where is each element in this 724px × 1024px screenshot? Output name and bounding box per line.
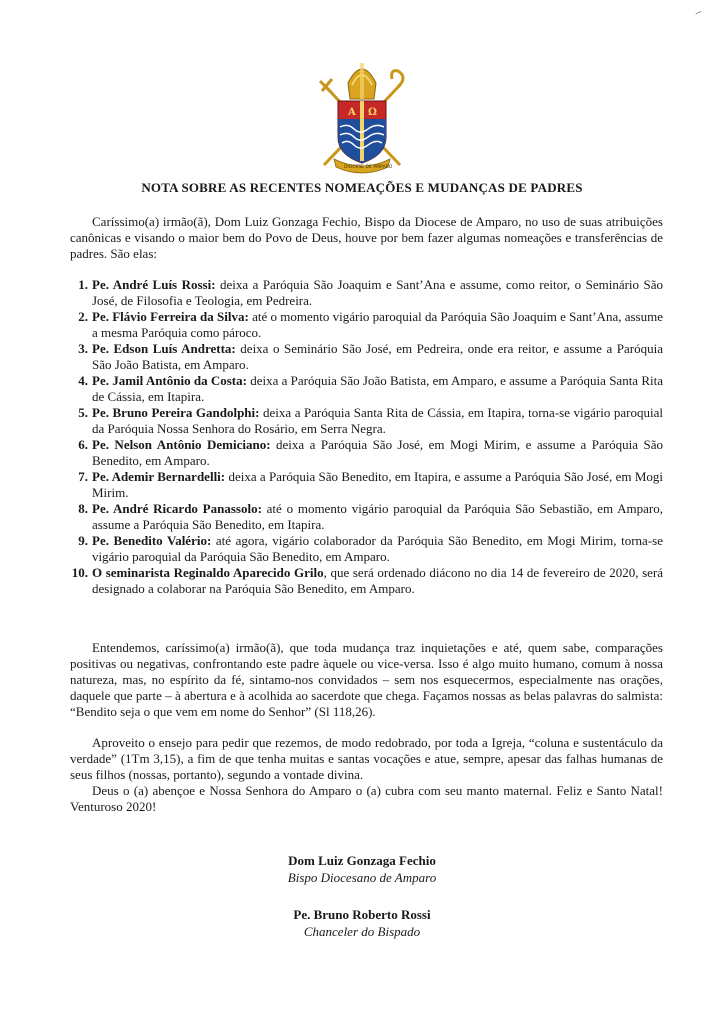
paragraph-blessing-text: Deus o (a) abençoe e Nossa Senhora do Amparo o (a) cubra com seu manto maternal. Feliz e Santo Natal! Venturoso 2020!	[70, 783, 663, 814]
appointment-description: deixa a Paróquia São Joaquim e Sant’Ana e assume, como reitor, o Seminário São José, de Filosofia e Teologia, em Pedreira.	[92, 277, 663, 308]
list-item	[70, 533, 663, 565]
list-item-number: 4.	[78, 373, 88, 388]
list-item	[70, 565, 663, 597]
priest-name: O seminarista Reginaldo Aparecido Grilo	[92, 565, 324, 580]
list-item-number: 3.	[78, 341, 88, 356]
list-item-number: 7.	[78, 469, 88, 484]
appointment-description: até o momento vigário paroquial da Paróquia São Joaquim e Sant’Ana, assume a mesma Paróquia como pároco.	[92, 309, 663, 340]
appointment-description: deixa a Paróquia São João Batista, em Amparo, e assume a Paróquia Santa Rita de Cássia, em Itapira.	[92, 373, 664, 404]
list-item-number: 5.	[78, 405, 88, 420]
appointment-description: deixa a Paróquia São José, em Mogi Mirim, e assume a Paróquia São Benedito, em Amparo.	[92, 437, 663, 468]
priest-name: Pe. Nelson Antônio Demiciano:	[92, 437, 271, 452]
paragraph-prayer	[70, 735, 663, 783]
svg-text:A: A	[348, 107, 356, 118]
svg-text:DIOCESE DE AMPARO: DIOCESE DE AMPARO	[344, 165, 393, 170]
list-item	[70, 309, 663, 341]
list-item	[70, 341, 663, 373]
appointment-description: , que será ordenado diácono no dia 14 de fevereiro de 2020, será designado a colaborar na Paróquia São Benedito, em Amparo.	[92, 565, 663, 596]
priest-name: Pe. Jamil Antônio da Costa:	[92, 373, 247, 388]
paragraph-prayer-text: Aproveito o ensejo para pedir que rezemos, de modo redobrado, por toda a Igreja, “coluna e sustentáculo da verdade” (1Tm 3,15), a fim de que tenha muitas e santas vocações e atue, sempre, apesar das falhas humanas de seus filhos (nossas, portanto), segundo a vontade divina.	[70, 735, 663, 782]
priest-name: Pe. Bruno Pereira Gandolphi:	[92, 405, 260, 420]
svg-text:Ω: Ω	[368, 107, 377, 118]
priest-name: Pe. Edson Luís Andretta:	[92, 341, 236, 356]
list-item-number: 8.	[78, 501, 88, 516]
list-item	[70, 373, 663, 405]
intro-paragraph	[70, 214, 663, 262]
intro-text: Caríssimo(a) irmão(ã), Dom Luiz Gonzaga Fechio, Bispo da Diocese de Amparo, no uso de suas atribuições canônicas e visando o maior bem do Povo de Deus, houve por bem fazer algumas nomeações e transferências de padres. São elas:	[70, 214, 663, 261]
paragraph-understanding	[70, 640, 663, 720]
list-item-number: 6.	[78, 437, 88, 452]
list-item-number: 10.	[71, 565, 88, 580]
priest-name: Pe. André Ricardo Panassolo:	[92, 501, 262, 516]
appointment-description: deixa a Paróquia São Benedito, em Itapira, e assume a Paróquia São José, em Mogi Mirim.	[92, 469, 663, 500]
list-item-number: 2.	[78, 309, 88, 324]
signature-name: Pe. Bruno Roberto Rossi	[293, 907, 431, 922]
signature-chancellor	[0, 906, 724, 940]
priest-name: Pe. André Luís Rossi:	[92, 277, 216, 292]
signature-role: Bispo Diocesano de Amparo	[287, 870, 437, 885]
appointments-list	[70, 277, 663, 597]
signature-name: Dom Luiz Gonzaga Fechio	[288, 853, 436, 868]
appointment-description: deixa o Seminário São José, em Pedreira, onde era reitor, e assume a Paróquia São João Batista, em Amparo.	[92, 341, 663, 372]
diocese-of-amparo-coat-of-arms-icon	[318, 55, 406, 175]
list-item-number: 1.	[78, 277, 88, 292]
paragraph-blessing	[70, 783, 663, 815]
appointment-description: até o momento vigário paroquial da Paróquia São Sebastião, em Amparo, assume a Paróquia São Benedito, em Itapira.	[92, 501, 663, 532]
appointment-description: até agora, vigário colaborador da Paróquia São Benedito, em Mogi Mirim, torna-se vigário paroquial da Paróquia São Benedito, em Amparo.	[92, 533, 663, 564]
list-item	[70, 501, 663, 533]
signature-role: Chanceler do Bispado	[303, 924, 421, 939]
appointment-description: deixa a Paróquia Santa Rita de Cássia, em Itapira, torna-se vigário paroquial da Paróquia Nossa Senhora do Rosário, em Serra Negra.	[92, 405, 663, 436]
document-title: NOTA SOBRE AS RECENTES NOMEAÇÕES E MUDANÇAS DE PADRES	[141, 180, 583, 195]
list-item	[70, 469, 663, 501]
paragraph-understanding-text: Entendemos, caríssimo(a) irmão(ã), que toda mudança traz inquietações e até, quem sabe, comparações positivas ou negativas, confrontando este padre àquele ou vice-versa. Isso é algo muito humano, comum à nossa natureza, mas, no espírito da fé, sintamo-nos convidados – sem nos esquecermos, especialmente nas orações, daquele que parte – à abertura e à acolhida ao sacerdote que chega. Façamos nossas as belas palavras do salmista: “Bendito seja o que vem em nome do Senhor” (Sl 118,26).	[70, 640, 663, 719]
priest-name: Pe. Benedito Valério:	[92, 533, 212, 548]
list-item-number: 9.	[78, 533, 88, 548]
priest-name: Pe. Ademir Bernardelli:	[92, 469, 226, 484]
list-item	[70, 405, 663, 437]
signature-bishop	[0, 852, 724, 886]
scan-mark	[695, 11, 702, 17]
list-item	[70, 277, 663, 309]
list-item	[70, 437, 663, 469]
priest-name: Pe. Flávio Ferreira da Silva:	[92, 309, 249, 324]
